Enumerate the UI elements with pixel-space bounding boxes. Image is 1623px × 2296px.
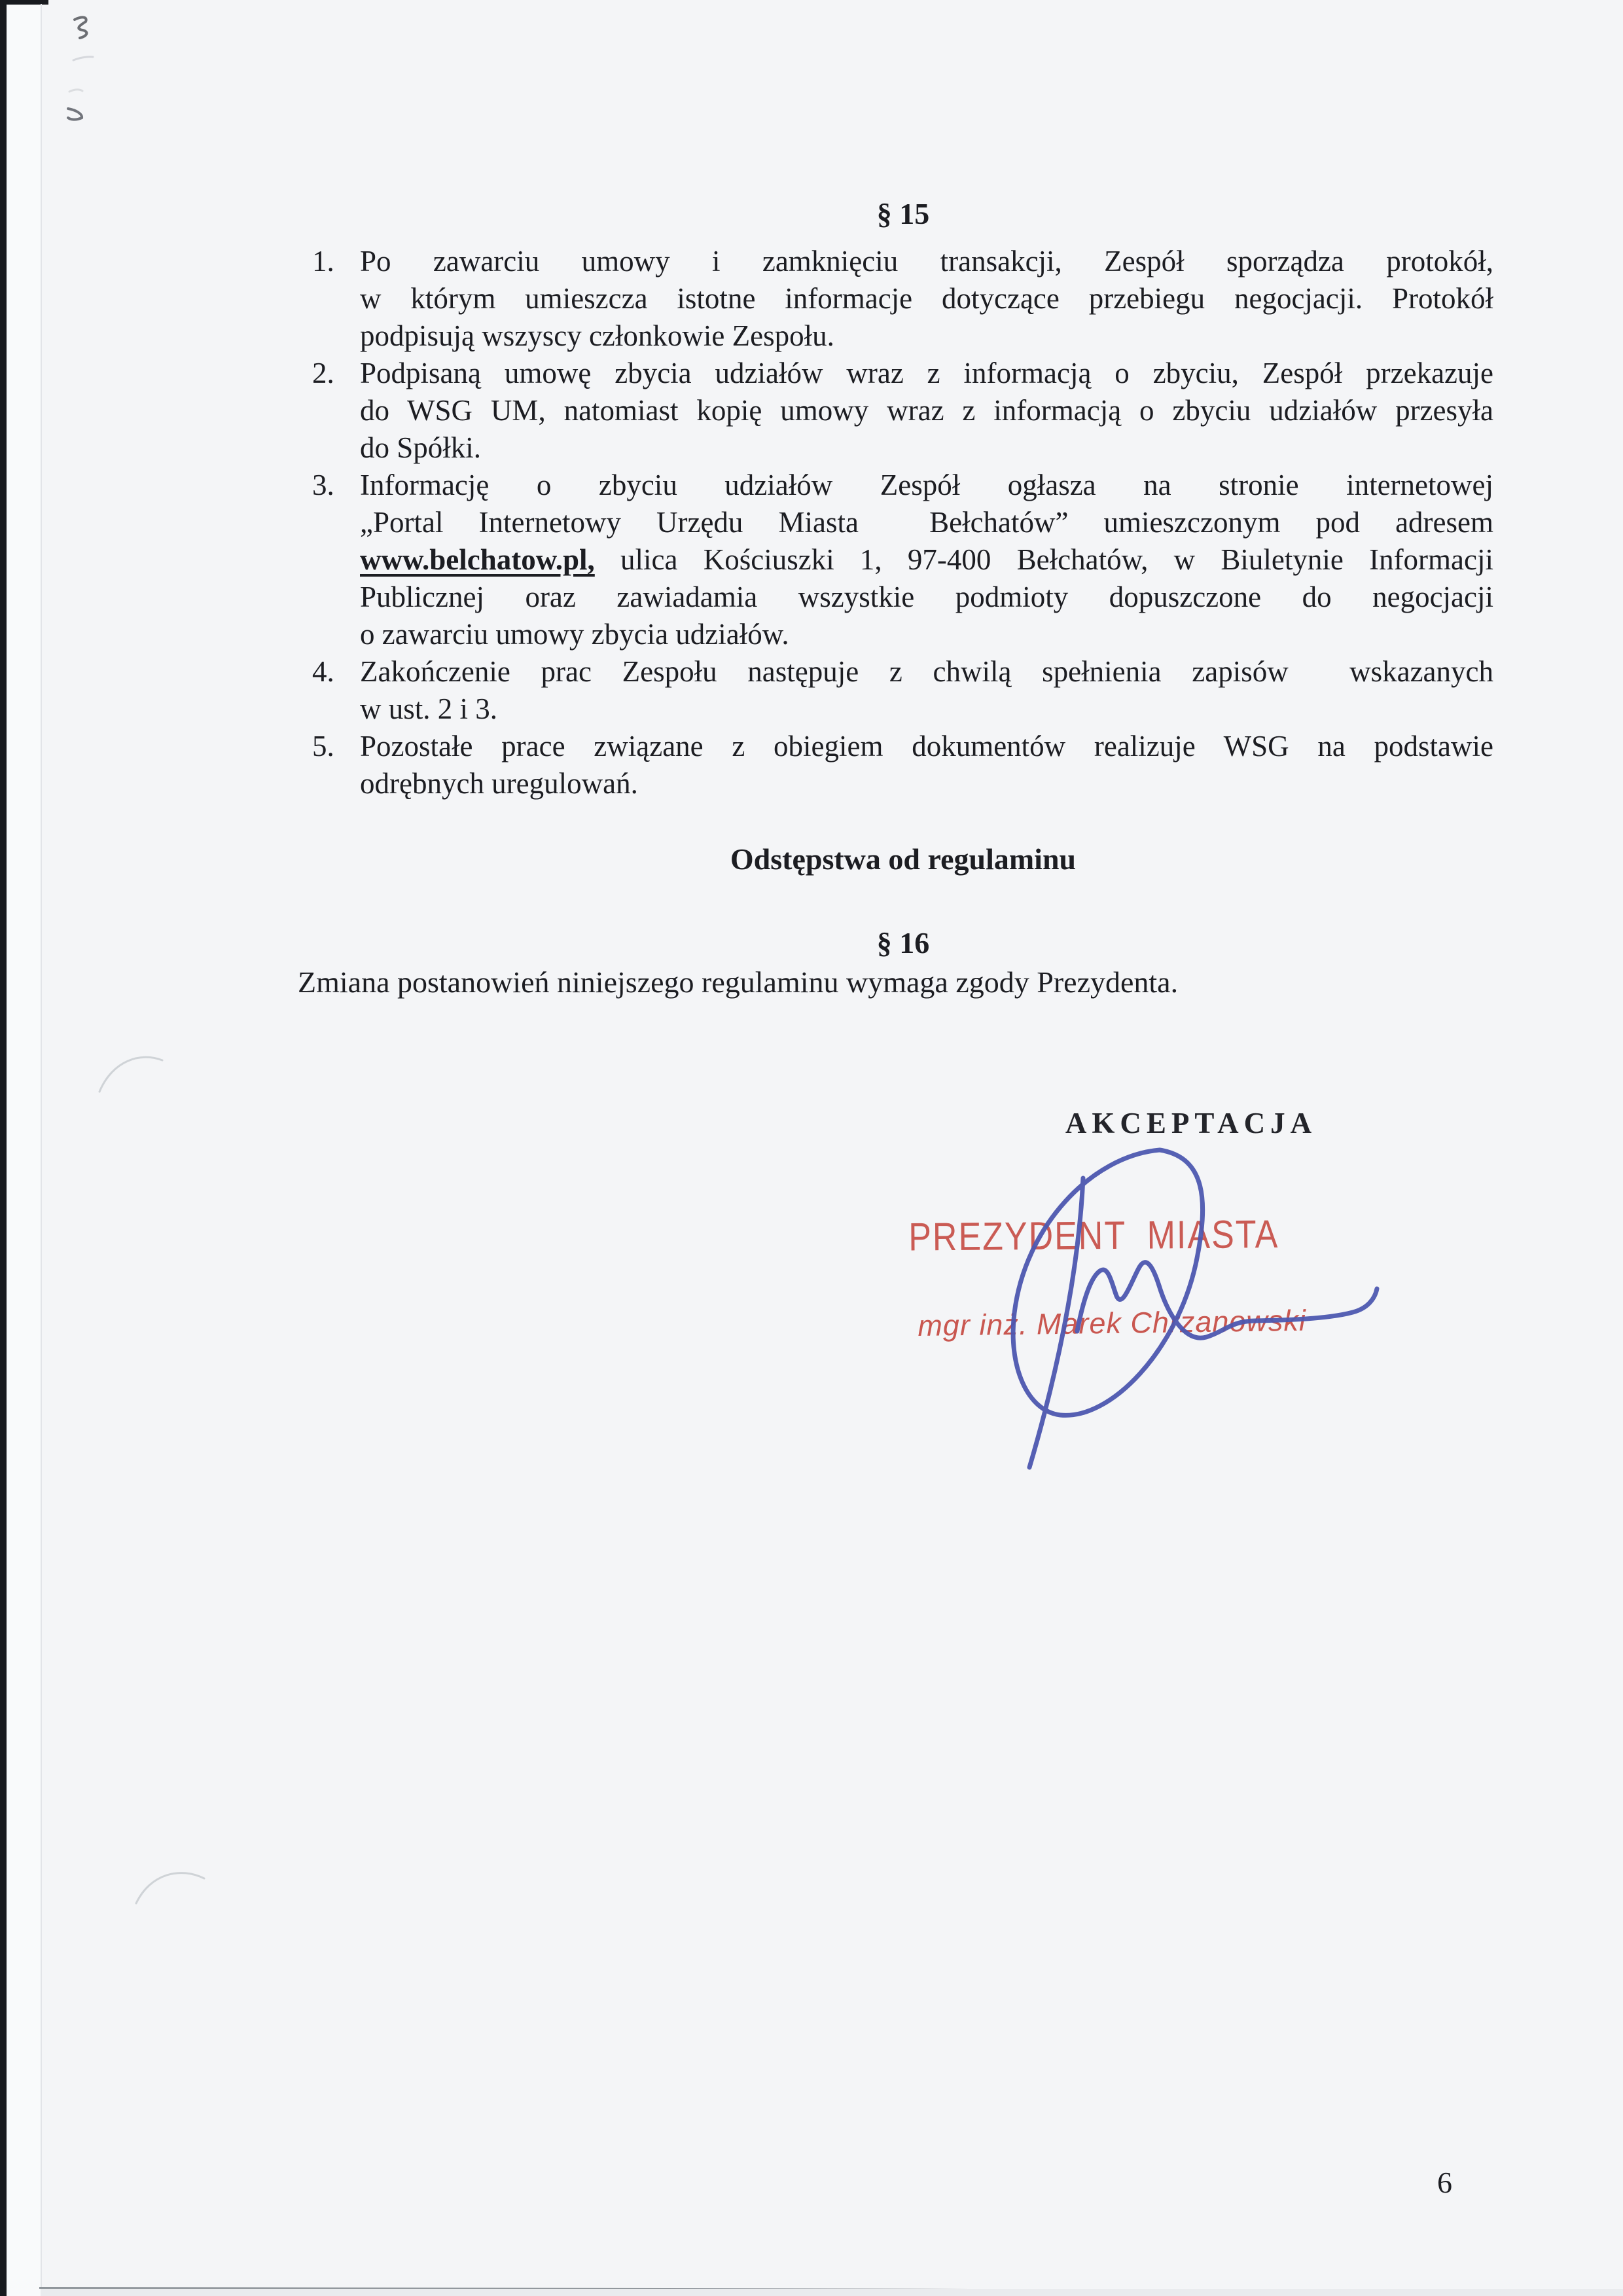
acceptance-label: AKCEPTACJA (1065, 1107, 1317, 1139)
text-line (360, 616, 1493, 653)
president-stamp-title: PREZYDENT MIASTA (908, 1212, 1279, 1260)
text-segment: „Portal Internetowy Urzędu Miasta Bełchatów” umieszczonym pod adresem (360, 506, 1493, 539)
item-number: 3. (312, 469, 334, 501)
left-scan-edge (0, 0, 7, 2296)
list-item (312, 728, 1493, 802)
text-line (360, 765, 1493, 802)
signature (949, 1106, 1486, 1643)
text-segment: Pozostałe prace związane z obiegiem dokumentów realizuje WSG na podstawie (360, 730, 1493, 762)
text-segment: w ust. 2 i 3. (360, 692, 498, 725)
paper-left-edge-line (41, 4, 42, 2289)
item-number: 1. (312, 245, 334, 278)
paragraph-16-body: Zmiana postanowień niniejszego regulaminu wymaga zgody Prezydenta. (298, 965, 1179, 999)
text-line (360, 317, 1493, 355)
text-segment: w którym umieszcza istotne informacje dotyczące przebiegu negocjacji. Protokół (360, 282, 1493, 315)
list-item (312, 653, 1493, 728)
text-segment: ulica Kościuszki 1, 97-400 Bełchatów, w Biuletynie Informacji (594, 543, 1493, 576)
text-line (360, 579, 1493, 616)
list-item (312, 467, 1493, 653)
scanner-background-strip (7, 0, 41, 2296)
paragraph-list (312, 243, 1493, 802)
text-line (360, 653, 1493, 691)
deviations-heading: Odstępstwa od regulaminu (730, 842, 1077, 876)
text-line (360, 728, 1493, 765)
text-segment: Podpisaną umowę zbycia udziałów wraz z informacją o zbyciu, Zespół przekazuje (360, 357, 1493, 389)
text-segment: do WSG UM, natomiast kopię umowy wraz z informacją o zbyciu udziałów przesyła (360, 394, 1493, 427)
page-number: 6 (1437, 2166, 1452, 2199)
item-number: 5. (312, 730, 334, 762)
text-line (360, 355, 1493, 392)
paragraph-16-heading: § 16 (876, 926, 930, 960)
text-line (360, 392, 1493, 429)
text-line (360, 541, 1493, 579)
website-url-text: www.belchatow.pl, (360, 543, 595, 576)
list-item (312, 355, 1493, 467)
text-segment: Po zawarciu umowy i zamknięciu transakcji, Zespół sporządza protokół, (360, 245, 1493, 278)
text-segment: do Spółki. (360, 431, 482, 464)
list-item (312, 243, 1493, 355)
text-segment: podpisują wszyscy członkowie Zespołu. (360, 319, 834, 352)
item-number: 2. (312, 357, 334, 389)
item-number: 4. (312, 655, 334, 688)
text-segment: Publicznej oraz zawiadamia wszystkie podmioty dopuszczone do negocjacji (360, 581, 1493, 613)
text-segment: Zakończenie prac Zespołu następuje z chwilą spełnienia zapisów wskazanych (360, 655, 1493, 688)
text-line (360, 243, 1493, 280)
president-stamp-name: mgr inż. Marek Chrzanowski (918, 1303, 1307, 1342)
text-segment: odrębnych uregulowań. (360, 767, 638, 800)
scanner-area-below-paper (41, 2289, 1623, 2296)
text-line (360, 467, 1493, 504)
paragraph-15-heading: § 15 (876, 197, 930, 230)
text-line (360, 280, 1493, 317)
text-segment: Informację o zbyciu udziałów Zespół ogłasza na stronie internetowej (360, 469, 1493, 501)
text-line (360, 429, 1493, 467)
text-line (360, 691, 1493, 728)
text-segment: o zawarciu umowy zbycia udziałów. (360, 618, 789, 651)
text-line (360, 504, 1493, 541)
